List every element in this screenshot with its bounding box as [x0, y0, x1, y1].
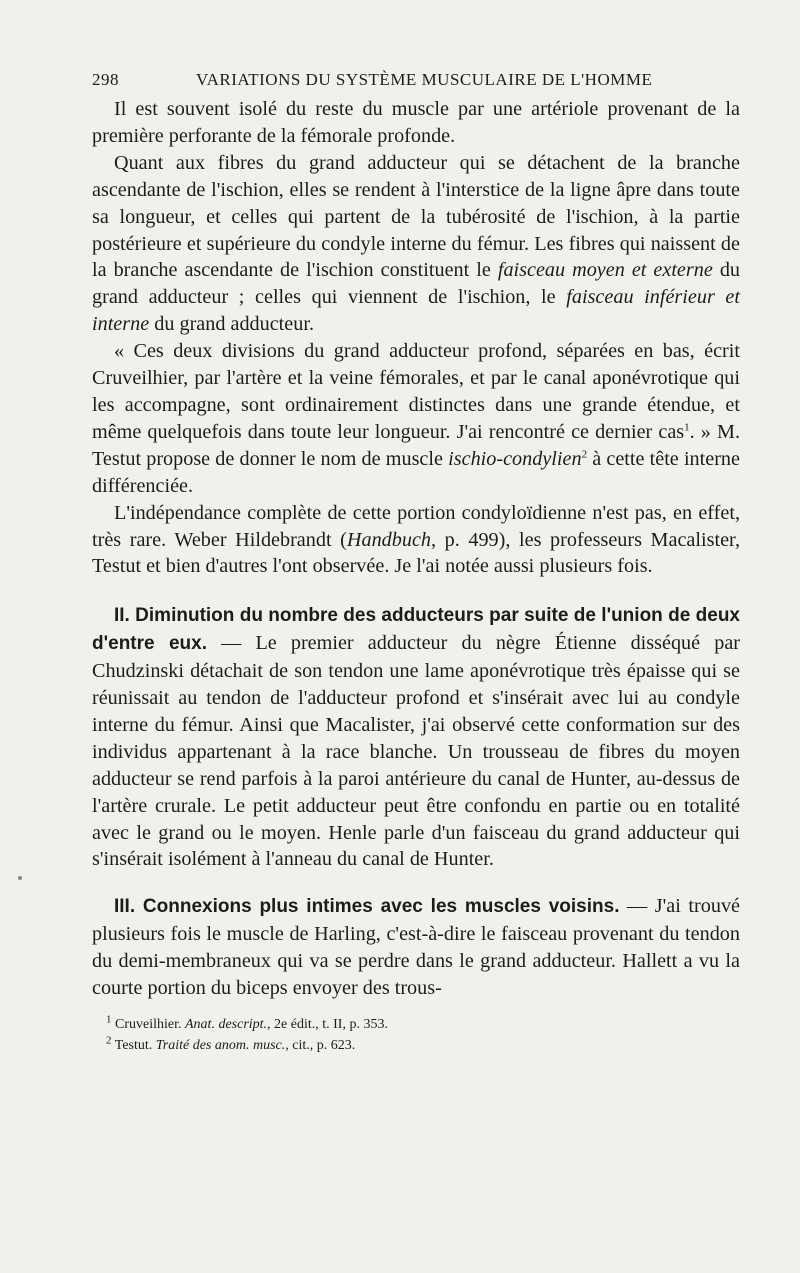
- paragraph-4: L'indépendance complète de cette portion condyloïdienne n'est pas, en effet, très rare. Weber Hildebrandt (Handbuch, p. 499), les professeurs Macalister, Testut et bien d'autres l'ont observée. Je l'ai notée aussi plusieurs fois.: [92, 501, 740, 578]
- footnotes: [92, 1014, 740, 1056]
- footnote-1: $^1$ Cruveilhier. Anat. descript., 2e édit., t. II, p. 353.: [106, 1013, 388, 1032]
- page-header: [92, 60, 740, 96]
- margin-dot: [18, 876, 22, 880]
- footnote-2: $^2$ Testut. Traité des anom. musc., cit., p. 623.: [106, 1034, 356, 1053]
- term-faisceau-moyen: faisceau moyen et externe: [497, 259, 713, 282]
- footnote-ref-1: 1: [684, 421, 690, 434]
- book-page: [92, 60, 740, 1056]
- term-faisceau-inferieur: faisceau inférieur et interne: [92, 286, 741, 336]
- section-3-heading: III. Connexions plus intimes avec les muscles voisins.: [114, 896, 620, 918]
- footnote-ref-2: 2: [581, 448, 588, 461]
- term-ischio-condylien: ischio-condylien: [448, 447, 582, 470]
- running-title: VARIATIONS DU SYSTÈME MUSCULAIRE DE L'HOMME: [196, 70, 653, 89]
- section-2: II. Diminution du nombre des adducteurs par suite de l'union de deux d'entre eux. — Le premier adducteur du nègre Étienne disséqué par Chudzinski détachait de son tendon une lame aponévrotique très épaisse qui se réunissait au tendon de l'adducteur profond et s'insérait avec lui au condyle interne du fémur. Ainsi que Macalister, j'ai observé cette conformation sur des individus appartenant à la race blanche. Un trousseau de fibres du moyen adducteur se rend parfois à la paroi antérieure du canal de Hunter, au-dessus de l'artère crurale. Le petit adducteur peut être confondu en partie ou en totalité avec le grand ou le moyen. Henle parle d'un faisceau du grand adducteur qui s'insérait isolément à l'anneau du canal de Hunter.: [92, 605, 741, 871]
- section-2-heading: II. Diminution du nombre des adducteurs par suite de l'union de deux d'entre eux.: [92, 605, 740, 655]
- paragraph-3: « Ces deux divisions du grand adducteur profond, séparées en bas, écrit Cruveilhier, par l'artère et la veine fémorales, et par le canal aponévrotique qui les accompagne, sont ordinairement distinctes dans une grande étendue, et même quelquefois dans toute leur longueur. J'ai rencontré ce dernier cas$^1$. » M. Testut propose de donner le nom de muscle ischio-condylien$^2$ à cette tête interne différenciée.: [92, 340, 740, 497]
- paragraph-1: Il est souvent isolé du reste du muscle par une artériole provenant de la première perforante de la fémorale profonde.: [92, 98, 740, 147]
- term-handbuch: Handbuch: [346, 528, 431, 551]
- page-number: 298: [92, 70, 119, 89]
- paragraph-2: Quant aux fibres du grand adducteur qui se détachent de la branche ascendante de l'ischion, elles se rendent à l'interstice de la ligne âpre dans toute sa longueur, et celles qui partent de la tubérosité de l'ischion, à la partie postérieure et supérieure du condyle interne du fémur. Les fibres qui naissent de la branche ascendante de l'ischion constituent le faisceau moyen et externe du grand adducteur ; celles qui viennent de l'ischion, le faisceau inférieur et interne du grand adducteur.: [92, 151, 741, 336]
- section-3: III. Connexions plus intimes avec les muscles voisins. — J'ai trouvé plusieurs fois le muscle de Harling, c'est-à-dire le faisceau provenant du tendon du demi-membraneux qui va se perdre dans le grand adducteur. Hallett a vu la courte portion du biceps envoyer des trous-: [92, 895, 740, 1000]
